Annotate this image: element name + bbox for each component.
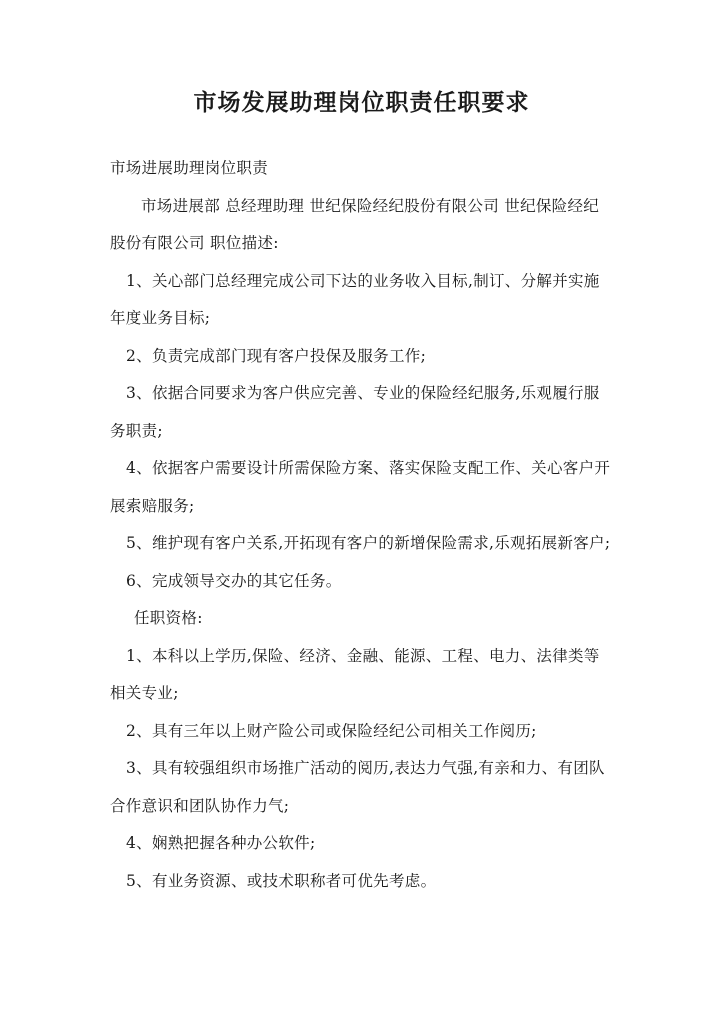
qualification-item-4: 4、娴熟把握各种办公软件; — [126, 834, 316, 852]
qualification-item-3: 3、具有较强组织市场推广活动的阅历,表达力气强,有亲和力、有团队合作意识和团队协作力气; — [110, 759, 605, 815]
qualifications-heading: 任职资格: — [134, 609, 203, 627]
qualification-item-5: 5、有业务资源、或技术职称者可优先考虑。 — [126, 871, 437, 890]
qualification-item-1: 1、本科以上学历,保险、经济、金融、能源、工程、电力、法律类等相关专业; — [110, 646, 600, 702]
intro-paragraph: 市场进展部 总经理助理 世纪保险经纪股份有限公司 世纪保险经纪股份有限公司 职位描述: — [110, 196, 600, 252]
duty-item-2: 2、负责完成部门现有客户投保及服务工作; — [126, 346, 427, 365]
document-title: 市场发展助理岗位职责任职要求 — [193, 89, 530, 116]
duty-item-1: 1、关心部门总经理完成公司下达的业务收入目标,制订、分解并实施年度业务目标; — [110, 271, 600, 327]
section-subtitle: 市场进展助理岗位职责 — [110, 159, 269, 177]
duty-item-4: 4、依据客户需要设计所需保险方案、落实保险支配工作、关心客户开展索赔服务; — [110, 459, 611, 515]
duty-item-5: 5、维护现有客户关系,开拓现有客户的新增保险需求,乐观拓展新客户; — [126, 534, 611, 552]
qualification-item-2: 2、具有三年以上财产险公司或保险经纪公司相关工作阅历; — [126, 721, 537, 740]
duty-item-6: 6、完成领导交办的其它任务。 — [126, 571, 342, 590]
duty-item-3: 3、依据合同要求为客户供应完善、专业的保险经纪服务,乐观履行服务职责; — [110, 384, 600, 440]
